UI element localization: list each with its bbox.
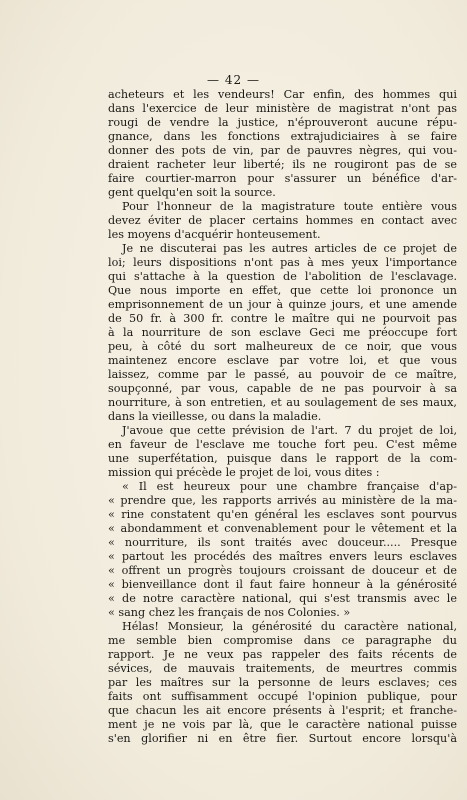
text-line: rapport. Je ne veux pas rappeler des faits récents de xyxy=(108,648,457,661)
body-text xyxy=(108,88,457,746)
text-line: Que nous importe en effet, que cette loi prononce un xyxy=(108,284,457,297)
text-line: donner des pots de vin, par de pauvres nègres, qui vou- xyxy=(108,144,457,157)
text-line: « offrent un progrès toujours croissant de douceur et de xyxy=(108,564,457,577)
text-line: en faveur de l'esclave me touche fort peu. C'est même xyxy=(108,438,457,451)
text-line: « rine constatent qu'en général les esclaves sont pourvus xyxy=(108,508,457,521)
text-line: « prendre que, les rapports arrivés au ministère de la ma- xyxy=(108,494,457,507)
text-line: sévices, de mauvais traitements, de meurtres commis xyxy=(108,662,457,675)
text-line: qui s'attache à la question de l'abolition de l'esclavage. xyxy=(108,270,457,283)
text-line: de 50 fr. à 300 fr. contre le maître qui ne pourvoit pas xyxy=(108,312,457,325)
text-line: draient racheter leur liberté; ils ne rougiront pas de se xyxy=(108,158,457,171)
text-line: « Il est heureux pour une chambre française d'ap- xyxy=(122,480,457,493)
page-number: — 42 — xyxy=(207,73,260,87)
text-line: me semble bien compromise dans ce paragraphe du xyxy=(108,634,457,647)
text-line: « sang chez les français de nos Colonies. » xyxy=(108,606,351,619)
text-line: loi; leurs dispositions n'ont pas à mes yeux l'importance xyxy=(108,256,457,269)
text-line: dans la vieillesse, ou dans la maladie. xyxy=(108,410,322,423)
text-line: une superfétation, puisque dans le rapport de la com- xyxy=(108,452,457,465)
text-line: « nourriture, ils sont traités avec douceur..... Presque xyxy=(108,536,457,549)
text-line: s'en glorifier ni en être fier. Surtout encore lorsqu'à xyxy=(108,732,457,745)
text-line: ment je ne vois par là, que le caractère national puisse xyxy=(108,718,457,731)
text-line: « abondamment et convenablement pour le vêtement et la xyxy=(108,522,457,535)
text-line: Hélas! Monsieur, la générosité du caractère national, xyxy=(122,620,457,633)
text-line: les moyens d'acquérir honteusement. xyxy=(108,228,321,241)
text-line: faits ont suffisamment occupé l'opinion publique, pour xyxy=(108,690,457,703)
text-line: faire courtier-marron pour s'assurer un bénéfice d'ar- xyxy=(108,172,457,185)
text-line: devez éviter de placer certains hommes en contact avec xyxy=(108,214,457,227)
text-line: peu, à côté du sort malheureux de ce noir, que vous xyxy=(108,340,457,353)
text-line: « bienveillance dont il faut faire honneur à la générosité xyxy=(108,578,457,591)
text-line: emprisonnement de un jour à quinze jours, et une amende xyxy=(108,298,457,311)
text-line: rougi de vendre la justice, n'éprouveront aucune répu- xyxy=(108,116,457,129)
text-line: « de notre caractère national, qui s'est transmis avec le xyxy=(108,592,457,605)
text-line: soupçonné, par vous, capable de ne pas pourvoir à sa xyxy=(108,382,457,395)
text-line: mission qui précède le projet de loi, vous dites : xyxy=(108,466,380,479)
text-line: gnance, dans les fonctions extrajudiciaires à se faire xyxy=(108,130,457,143)
text-line: Je ne discuterai pas les autres articles de ce projet de xyxy=(122,242,457,255)
text-line: par les maîtres sur la personne de leurs esclaves; ces xyxy=(108,676,457,689)
text-line: acheteurs et les vendeurs! Car enfin, des hommes qui xyxy=(108,88,457,101)
text-line: dans l'exercice de leur ministère de magistrat n'ont pas xyxy=(108,102,457,115)
text-line: à la nourriture de son esclave Geci me préoccupe fort xyxy=(108,326,457,339)
text-line: gent quelqu'en soit la source. xyxy=(108,186,276,199)
text-line: nourriture, à son entretien, et au soulagement de ses maux, xyxy=(108,396,457,409)
text-line: laissez, comme par le passé, au pouvoir de ce maître, xyxy=(108,368,457,381)
text-line: que chacun les ait encore présents à l'esprit; et franche- xyxy=(108,704,457,717)
text-line: maintenez encore esclave par votre loi, et que vous xyxy=(108,354,457,367)
text-line: Pour l'honneur de la magistrature toute entière vous xyxy=(122,200,457,213)
text-line: J'avoue que cette prévision de l'art. 7 du projet de loi, xyxy=(122,424,457,437)
text-line: « partout les procédés des maîtres envers leurs esclaves xyxy=(108,550,457,563)
